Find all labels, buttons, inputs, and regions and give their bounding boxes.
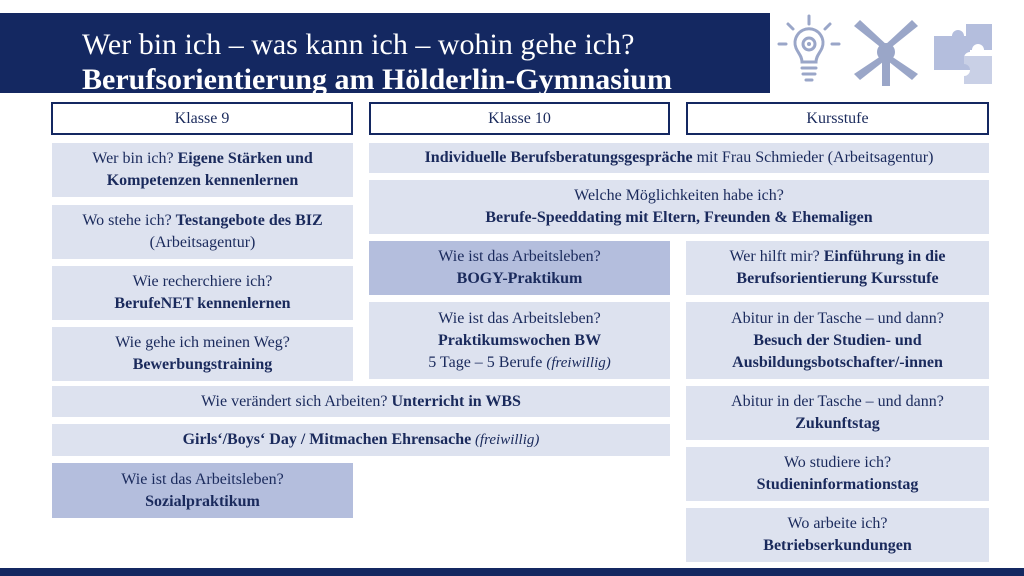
box-question: Wer bin ich? [92,150,178,167]
box-question: Wo studiere ich? [783,454,892,471]
box-suffix: mit Frau Schmieder (Arbeitsagentur) [692,149,934,166]
box-question: Wie verändert sich Arbeiten? [201,392,392,410]
box-topic: Sozialpraktikum [145,492,260,510]
box-question: Abitur in der Tasche – und dann? [731,393,944,410]
box-topic: Individuelle Berufsberatungsgespräche [424,149,693,166]
box-suffix: 5 Tage – 5 Berufe [428,353,547,371]
box-topic: Praktikumswochen BW [437,331,602,349]
ks-box-einfuehrung [686,241,989,295]
box-topic: Testangebote des BIZ [175,212,323,229]
column-header-klasse-10: Klasse 10 [369,102,670,135]
ks-box-betriebserkundungen [686,508,989,562]
k9-box-berufenet [52,266,353,320]
box-topic: Studieninformationstag [756,476,919,493]
box-topic: BOGY-Praktikum [456,270,583,287]
puzzle-icon [930,22,996,86]
box-question: Wie recherchiere ich? [132,273,273,290]
box-question: Wo arbeite ich? [787,515,888,532]
box-topic: Bewerbungstraining [132,356,273,373]
column-header-klasse-9: Klasse 9 [51,102,353,135]
box-question: Wie gehe ich meinen Weg? [115,334,290,351]
box-topic: Eigene Stärken und Kompetenzen kennenlernen [106,150,313,189]
k10-box-speeddating [369,180,989,234]
box-optional-note: (freiwillig) [546,354,611,371]
wide-box-girls-boys-day [52,424,670,456]
box-question: Wer hilft mir? [729,248,824,265]
box-topic: Einführung in die Berufsorientierung Kursstufe [736,248,946,287]
footer-bar [0,568,1024,576]
k9-box-bewerbungstraining [52,327,353,381]
box-question: Wie ist das Arbeitsleben? [121,470,284,488]
column-header-kursstufe: Kursstufe [686,102,989,135]
title-banner [0,13,770,96]
page-title-line-1: Wer bin ich – was kann ich – wohin gehe ich? [82,28,635,61]
box-topic: Girls‘/Boys‘ Day / Mitmachen Ehrensache [182,431,472,448]
hands-together-icon [848,16,924,88]
page-title-line-2: Berufsorientierung am Hölderlin-Gymnasium [82,63,672,96]
k9-box-testangebote [52,205,353,259]
k9-box-sozialpraktikum [52,463,353,518]
ks-box-zukunftstag [686,386,989,440]
ks-box-botschafter [686,302,989,379]
k10-box-berufsberatung [369,143,989,173]
box-question: Welche Möglichkeiten habe ich? [574,187,784,204]
k10-box-bogy [369,241,670,295]
k10-box-praktikumswochen [369,302,670,379]
box-topic: Zukunftstag [795,415,880,432]
ks-box-studieninformationstag [686,447,989,501]
box-question: Wo stehe ich? [82,212,176,229]
box-question: Abitur in der Tasche – und dann? [731,309,944,327]
box-question: Wie ist das Arbeitsleben? [438,248,601,265]
box-question: Wie ist das Arbeitsleben? [438,309,601,327]
box-optional-note: (freiwillig) [471,432,540,448]
box-topic: Besuch der Studien- und Ausbildungsbotschafter/-innen [732,331,943,371]
box-topic: BerufeNET kennenlernen [114,295,291,312]
box-topic: Unterricht in WBS [391,392,521,410]
lightbulb-gear-icon [776,14,842,88]
wide-box-wbs [52,386,670,417]
box-suffix: (Arbeitsagentur) [149,234,256,251]
k9-box-staerken [52,143,353,197]
box-topic: Betriebserkundungen [763,537,912,554]
box-topic: Berufe-Speeddating mit Eltern, Freunden & Ehemaligen [485,209,873,226]
